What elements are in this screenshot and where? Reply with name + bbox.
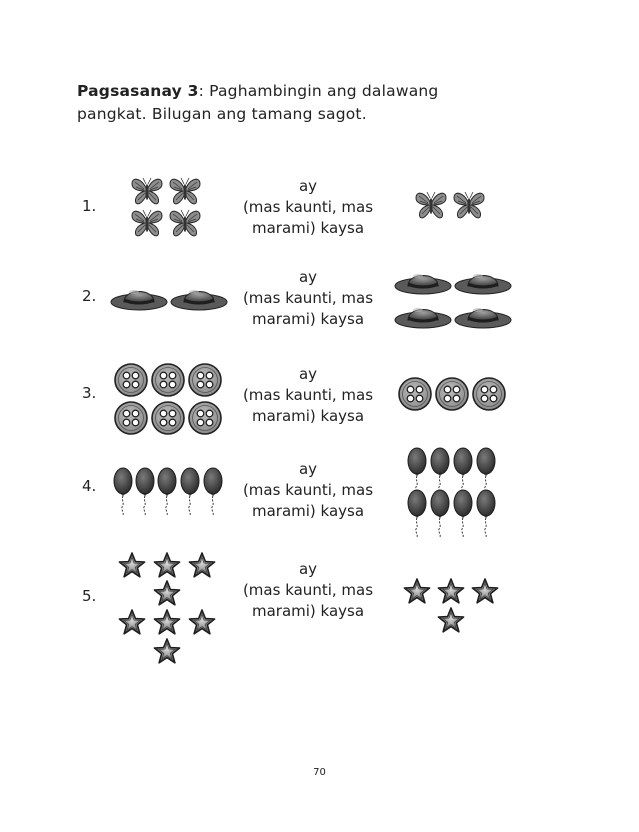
comparison-phrase: [228, 364, 388, 427]
balloon-icon: [113, 467, 133, 515]
balloon-icon: [180, 467, 200, 515]
comparison-phrase: [228, 176, 388, 239]
butterfly-icon: [168, 208, 202, 238]
instruction-body: : Paghambingin ang dalawang pangkat. Bilugan ang tamang sagot.: [77, 82, 439, 123]
item-number: 5.: [82, 587, 97, 605]
phrase-kaysa: marami) kaysa: [251, 407, 365, 425]
phrase-ay: ay: [298, 365, 318, 383]
phrase-ay: ay: [298, 268, 318, 286]
button-icon: [151, 401, 185, 435]
instruction-text: [77, 80, 497, 126]
star-icon: [118, 552, 146, 579]
star-icon: [437, 607, 465, 634]
balloon-icon: [135, 467, 155, 515]
hat-icon: [454, 266, 512, 296]
page-number: 70: [313, 767, 326, 778]
phrase-choices: (mas kaunti, mas: [242, 386, 374, 404]
exercise-label: Pagsasanay 3: [77, 82, 199, 100]
hat-icon: [394, 300, 452, 330]
balloon-icon: [203, 467, 223, 515]
hat-icon: [110, 282, 168, 312]
balloon-icon: [430, 489, 450, 537]
left-group-balloons: [113, 467, 225, 517]
star-icon: [188, 552, 216, 579]
star-icon: [153, 609, 181, 636]
item-row-5: [0, 550, 639, 665]
balloon-icon: [430, 447, 450, 495]
star-icon: [471, 578, 499, 605]
hat-icon: [394, 266, 452, 296]
button-icon: [114, 363, 148, 397]
comparison-phrase: [228, 559, 388, 622]
right-group-balloons: [407, 447, 499, 547]
right-group-hats: [394, 264, 520, 336]
button-icon: [435, 377, 469, 411]
balloon-icon: [407, 489, 427, 537]
button-icon: [188, 401, 222, 435]
balloon-icon: [407, 447, 427, 495]
star-icon: [153, 552, 181, 579]
left-group-buttons: [113, 362, 225, 438]
comparison-phrase: [228, 459, 388, 522]
balloon-icon: [476, 447, 496, 495]
button-icon: [398, 377, 432, 411]
phrase-kaysa: marami) kaysa: [251, 502, 365, 520]
phrase-choices: (mas kaunti, mas: [242, 481, 374, 499]
button-icon: [472, 377, 506, 411]
item-number: 3.: [82, 384, 97, 402]
star-icon: [153, 580, 181, 607]
balloon-icon: [453, 447, 473, 495]
butterfly-icon: [130, 208, 164, 238]
item-row-2: [0, 264, 639, 339]
star-icon: [403, 578, 431, 605]
left-group-butterflies: [128, 174, 208, 240]
balloon-icon: [476, 489, 496, 537]
item-number: 1.: [82, 197, 97, 215]
button-icon: [151, 363, 185, 397]
hat-icon: [170, 282, 228, 312]
comparison-phrase: [228, 267, 388, 330]
butterfly-icon: [452, 190, 486, 220]
phrase-kaysa: marami) kaysa: [251, 219, 365, 237]
item-number: 4.: [82, 477, 97, 495]
phrase-choices: (mas kaunti, mas: [242, 198, 374, 216]
right-group-stars: [403, 578, 503, 638]
butterfly-icon: [168, 176, 202, 206]
phrase-kaysa: marami) kaysa: [251, 310, 365, 328]
phrase-choices: (mas kaunti, mas: [242, 581, 374, 599]
left-group-hats: [110, 280, 236, 314]
right-group-buttons: [397, 376, 509, 414]
butterfly-icon: [130, 176, 164, 206]
button-icon: [188, 363, 222, 397]
right-group-butterflies: [412, 188, 492, 222]
butterfly-icon: [414, 190, 448, 220]
item-row-1: [0, 170, 639, 245]
phrase-ay: ay: [298, 560, 318, 578]
phrase-ay: ay: [298, 177, 318, 195]
item-number: 2.: [82, 287, 97, 305]
balloon-icon: [453, 489, 473, 537]
phrase-ay: ay: [298, 460, 318, 478]
item-row-3: [0, 360, 639, 438]
left-group-stars: [118, 552, 218, 667]
phrase-kaysa: marami) kaysa: [251, 602, 365, 620]
item-row-4: [0, 447, 639, 539]
star-icon: [153, 638, 181, 665]
star-icon: [437, 578, 465, 605]
button-icon: [114, 401, 148, 435]
hat-icon: [454, 300, 512, 330]
balloon-icon: [157, 467, 177, 515]
star-icon: [188, 609, 216, 636]
phrase-choices: (mas kaunti, mas: [242, 289, 374, 307]
star-icon: [118, 609, 146, 636]
